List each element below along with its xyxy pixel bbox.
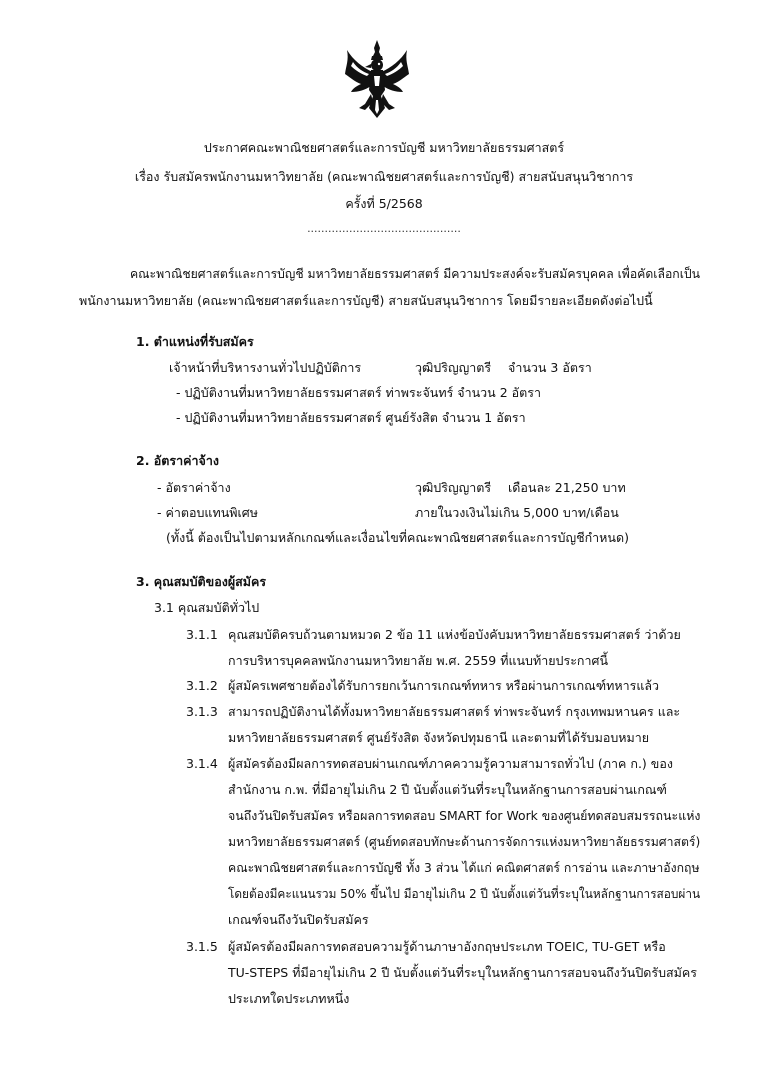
intro-line-2: พนักงานมหาวิทยาลัย (คณะพาณิชยศาสตร์และการบัญชี) สายสนับสนุนวิชาการ โดยมีรายละเอียดดังต่อไปนี้ bbox=[79, 293, 653, 308]
item-number: 3.1.3 bbox=[186, 704, 218, 719]
allowance-label: - ค่าตอบแทนพิเศษ bbox=[157, 505, 258, 520]
section-3-1-heading: 3.1 คุณสมบัติทั่วไป bbox=[154, 600, 260, 615]
item-line: คุณสมบัติครบถ้วนตามหมวด 2 ข้อ 11 แห่งข้อบังคับมหาวิทยาลัยธรรมศาสตร์ ว่าด้วย bbox=[228, 627, 681, 642]
item-line: มหาวิทยาลัยธรรมศาสตร์ ศูนย์รังสิต จังหวัดปทุมธานี และตามที่ได้รับมอบหมาย bbox=[228, 730, 650, 745]
garuda-emblem-icon bbox=[343, 38, 411, 120]
section-1-heading: 1. ตำแหน่งที่รับสมัคร bbox=[136, 334, 254, 349]
position-degree: วุฒิปริญญาตรี bbox=[415, 360, 492, 375]
item-line: คณะพาณิชยศาสตร์และการบัญชี ทั้ง 3 ส่วน ได้แก่ คณิตศาสตร์ การอ่าน และภาษาอังกฤษ bbox=[228, 860, 700, 875]
wage-degree: วุฒิปริญญาตรี bbox=[415, 480, 492, 495]
announcement-title: ประกาศคณะพาณิชยศาสตร์และการบัญชี มหาวิทยาลัยธรรมศาสตร์ bbox=[203, 140, 565, 155]
item-number: 3.1.5 bbox=[186, 939, 218, 954]
item-line: สามารถปฏิบัติงานได้ทั้งมหาวิทยาลัยธรรมศาสตร์ ท่าพระจันทร์ กรุงเทพมหานคร และ bbox=[228, 704, 681, 719]
position-quota: จำนวน 3 อัตรา bbox=[508, 360, 592, 375]
item-number: 3.1.4 bbox=[186, 756, 218, 771]
position-location-2: - ปฏิบัติงานที่มหาวิทยาลัยธรรมศาสตร์ ศูนย์รังสิต จำนวน 1 อัตรา bbox=[176, 410, 526, 425]
item-number: 3.1.2 bbox=[186, 678, 218, 693]
item-line: สำนักงาน ก.พ. ที่มีอายุไม่เกิน 2 ปี นับตั้งแต่วันที่ระบุในหลักฐานการสอบผ่านเกณฑ์ bbox=[228, 782, 667, 797]
item-line: ประเภทใดประเภทหนึ่ง bbox=[228, 991, 350, 1006]
allowance-value: ภายในวงเงินไม่เกิน 5,000 บาท/เดือน bbox=[415, 505, 619, 520]
header-divider: ............................................ bbox=[307, 222, 461, 235]
item-line: เกณฑ์จนถึงวันปิดรับสมัคร bbox=[228, 912, 369, 927]
position-location-1: - ปฏิบัติงานที่มหาวิทยาลัยธรรมศาสตร์ ท่าพระจันทร์ จำนวน 2 อัตรา bbox=[176, 385, 541, 400]
announcement-round: ครั้งที่ 5/2568 bbox=[345, 196, 423, 211]
section-2-heading: 2. อัตราค่าจ้าง bbox=[136, 453, 219, 468]
announcement-subject: เรื่อง รับสมัครพนักงานมหาวิทยาลัย (คณะพาณิชยศาสตร์และการบัญชี) สายสนับสนุนวิชาการ bbox=[134, 169, 634, 184]
item-line: การบริหารบุคคลพนักงานมหาวิทยาลัย พ.ศ. 2559 ที่แนบท้ายประกาศนี้ bbox=[228, 653, 608, 668]
item-number: 3.1.1 bbox=[186, 627, 218, 642]
item-line: TU-STEPS ที่มีอายุไม่เกิน 2 ปี นับตั้งแต่วันที่ระบุในหลักฐานการสอบจนถึงวันปิดรับสมัคร bbox=[228, 965, 698, 980]
section-3-heading: 3. คุณสมบัติของผู้สมัคร bbox=[136, 574, 267, 589]
item-line: ผู้สมัครต้องมีผลการทดสอบความรู้ด้านภาษาอังกฤษประเภท TOEIC, TU-GET หรือ bbox=[228, 939, 666, 954]
item-line: โดยต้องมีคะแนนรวม 50% ขึ้นไป มีอายุไม่เกิน 2 ปี นับตั้งแต่วันที่ระบุในหลักฐานการสอบผ่าน bbox=[228, 886, 701, 901]
item-line: จนถึงวันปิดรับสมัคร หรือผลการทดสอบ SMART for Work ของศูนย์ทดสอบสมรรถนะแห่ง bbox=[228, 808, 701, 823]
intro-line-1: คณะพาณิชยศาสตร์และการบัญชี มหาวิทยาลัยธรรมศาสตร์ มีความประสงค์จะรับสมัครบุคคล เพื่อคัดเลือกเป็น bbox=[130, 266, 700, 281]
wage-label: - อัตราค่าจ้าง bbox=[157, 480, 231, 495]
position-title: เจ้าหน้าที่บริหารงานทั่วไปปฏิบัติการ bbox=[169, 360, 362, 375]
wage-note: (ทั้งนี้ ต้องเป็นไปตามหลักเกณฑ์และเงื่อนไขที่คณะพาณิชยศาสตร์และการบัญชีกำหนด) bbox=[166, 530, 629, 545]
item-line: มหาวิทยาลัยธรรมศาสตร์ (ศูนย์ทดสอบทักษะด้านการจัดการแห่งมหาวิทยาลัยธรรมศาสตร์) bbox=[228, 834, 701, 849]
wage-value: เดือนละ 21,250 บาท bbox=[508, 480, 626, 495]
item-line: ผู้สมัครเพศชายต้องได้รับการยกเว้นการเกณฑ์ทหาร หรือผ่านการเกณฑ์ทหารแล้ว bbox=[228, 678, 660, 693]
item-line: ผู้สมัครต้องมีผลการทดสอบผ่านเกณฑ์ภาคความรู้ความสามารถทั่วไป (ภาค ก.) ของ bbox=[228, 756, 673, 771]
